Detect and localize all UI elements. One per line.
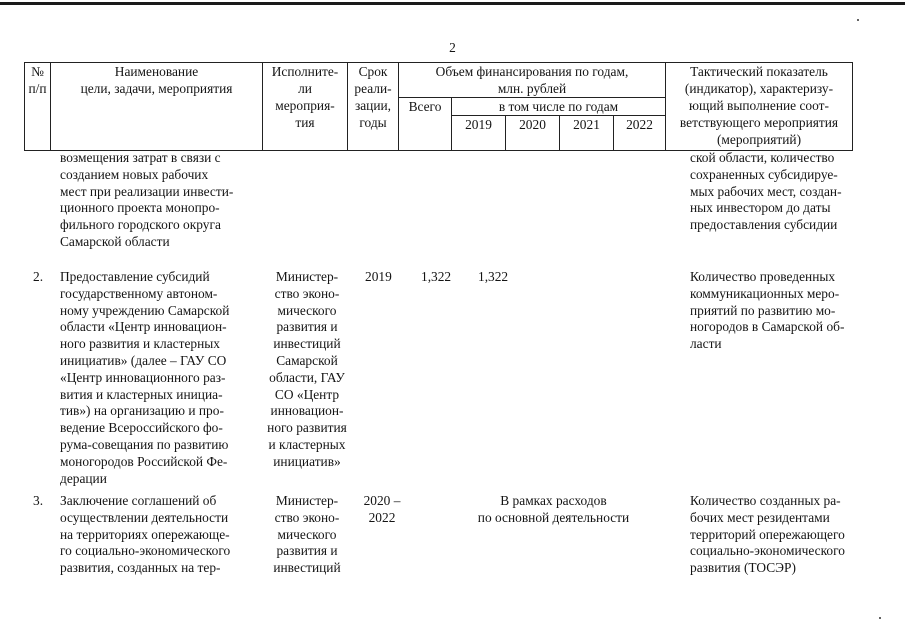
- col-2019-header: 2019: [452, 116, 506, 151]
- row3-term: 2020 – 2022: [363, 493, 401, 525]
- col-2022-header: 2022: [614, 116, 666, 151]
- row2-2019: 1,322: [478, 269, 509, 284]
- col-number-header: № п/п: [25, 63, 51, 151]
- row3-number: 3.: [33, 493, 44, 508]
- col-total-header: Всего: [399, 98, 452, 151]
- row2-total: 1,322: [421, 269, 452, 284]
- scan-speck: [879, 617, 881, 619]
- cont-indicator: ской области, количество сохраненных субсидируе- мых рабочих мест, создан- ных инвестором до даты предоставления субсидии: [690, 150, 842, 233]
- row2-name: Предоставление субсидий государственному автоном- ному учреждению Самарской области «Центр инновацион- ного развития и кластерных инициатив» (далее – ГАУ СО «Центр инновационного раз- вития и кластерных инициа- тив») на организацию и про- ведение Всероссийского фо- рума-совещания по развитию моногородов Российской Фе- дерации: [60, 269, 230, 486]
- col-term-header: Срок реали- зации, годы: [348, 63, 399, 151]
- top-rule: [0, 2, 905, 5]
- col-executor-header: Исполните- ли мероприя- тия: [263, 63, 348, 151]
- row3-indicator: Количество созданных ра- бочих мест резидентами территорий опережающего социально-экономического развития (ТОСЭР): [690, 493, 845, 576]
- row3-financing: В рамках расходов по основной деятельности: [477, 493, 630, 525]
- col-2021-header: 2021: [560, 116, 614, 151]
- cont-name: возмещения затрат в связи с созданием новых рабочих мест при реализации инвести- ционного проекта монопро- фильного городского округа Самарской области: [60, 150, 234, 249]
- row2-executor: Министер- ство эконо- мического развития и инвестиций Самарской области, ГАУ СО «Центр инновацион- ного развития и кластерных инициатив»: [267, 269, 347, 469]
- page-number: 2: [449, 40, 456, 55]
- row3-name: Заключение соглашений об осуществлении деятельности на территориях опережающе- го социально-экономического развития, созданных на тер-: [60, 493, 231, 576]
- row2-number: 2.: [33, 269, 44, 284]
- row3-executor: Министер- ство эконо- мического развития и инвестиций: [273, 493, 341, 576]
- col-financing-header: Объем финансирования по годам, млн. рублей: [399, 63, 666, 98]
- col-name-header: Наименование цели, задачи, мероприятия: [51, 63, 263, 151]
- col-indicator-header: Тактический показатель (индикатор), характеризу- ющий выполнение соот- ветствующего мероприятия (мероприятий): [666, 63, 853, 151]
- scan-speck: [857, 19, 859, 21]
- col-by-years-header: в том числе по годам: [452, 98, 666, 116]
- row2-indicator: Количество проведенных коммуникационных меро- приятий по развитию мо- ногородов в Самарской об- ласти: [690, 269, 845, 352]
- row2-term: 2019: [365, 269, 392, 284]
- col-2020-header: 2020: [506, 116, 560, 151]
- table-header: [24, 62, 853, 151]
